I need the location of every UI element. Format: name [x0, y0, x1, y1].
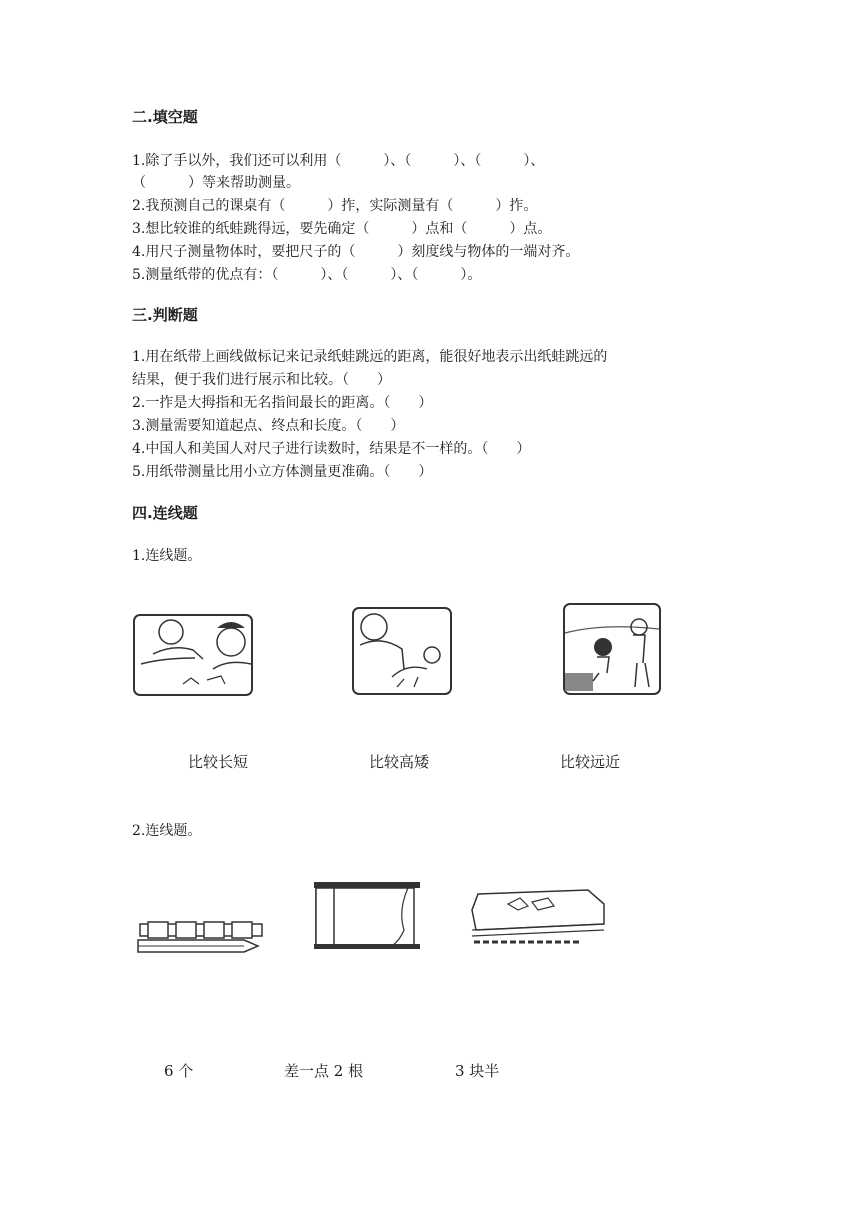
judge-question-line-5: 5.用纸带测量比用小立方体测量更准确。（ ） [132, 464, 433, 480]
fill-question-line-5: 5.测量纸带的优点有：（ ）、（ ）、（ ）。 [132, 267, 482, 283]
kids-comparing-distance-picture [563, 603, 661, 695]
box-measured-by-blocks-picture [468, 884, 608, 952]
judge-question-line-4: 4.中国人和美国人对尺子进行读数时，结果是不一样的。（ ） [132, 441, 531, 457]
answer-option-almost-2: 差一点 2 根 [284, 1062, 364, 1080]
kids-comparing-length-picture [133, 614, 253, 696]
fill-question-line-4: 4.用尺子测量物体时，要把尺子的（ ）刻度线与物体的一端对齐。 [132, 244, 580, 260]
judge-question-line-2: 2.一拃是大拇指和无名指间最长的距离。（ ） [132, 395, 433, 411]
judge-question-line-3: 3.测量需要知道起点、终点和长度。（ ） [132, 418, 405, 434]
match-q2-label: 2.连线题。 [132, 823, 202, 839]
judge-question-line-1: 1.用在纸带上画线做标记来记录纸蛙跳远的距离，能很好地表示出纸蛙跳远的 [132, 349, 608, 365]
match-q1-label: 1.连线题。 [132, 548, 202, 564]
fill-question-line-3: 3.想比较谁的纸蛙跳得远，要先确定（ ）点和（ ）点。 [132, 221, 552, 237]
pencil-measured-by-erasers-picture [136, 920, 264, 956]
caption-compare-distance: 比较远近 [560, 753, 621, 771]
caption-compare-height: 比较高矮 [369, 753, 430, 771]
answer-option-6: 6 个 [164, 1062, 194, 1080]
section-title-judge: 三.判断题 [132, 306, 198, 324]
section-title-matching: 四.连线题 [132, 504, 198, 522]
kids-comparing-height-picture [352, 607, 452, 695]
fill-question-line-1-cont: （ ）等来帮助测量。 [132, 175, 300, 191]
answer-option-3-and-half: 3 块半 [455, 1062, 500, 1080]
caption-compare-length: 比较长短 [188, 753, 249, 771]
fill-question-line-1: 1.除了手以外，我们还可以利用（ ）、（ ）、（ ）、 [132, 153, 545, 169]
book-measured-by-sticks-picture [312, 880, 422, 952]
fill-question-line-2: 2.我预测自己的课桌有（ ）拃，实际测量有（ ）拃。 [132, 198, 538, 214]
judge-question-line-1-cont: 结果，便于我们进行展示和比较。（ ） [132, 372, 391, 388]
section-title-fill-blank: 二.填空题 [132, 108, 198, 126]
